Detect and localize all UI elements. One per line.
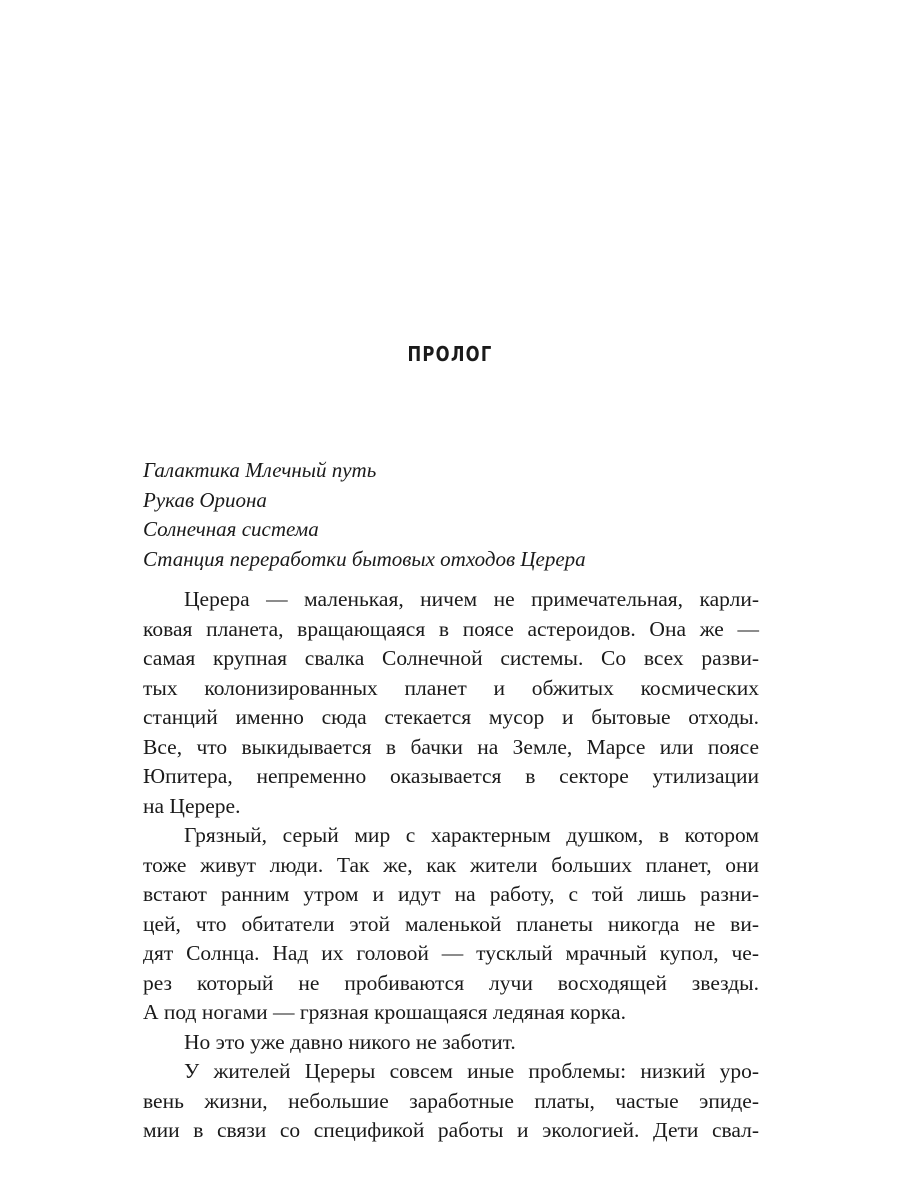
text-line: на Церере. [143, 793, 241, 818]
text-line: станций именно сюда стекается мусор и бытовые отходы. [143, 705, 759, 729]
text-line: мии в связи со спецификой работы и экологией. Дети свал- [143, 1118, 759, 1142]
text-line: дят Солнца. Над их головой — тусклый мрачный купол, че- [143, 941, 759, 965]
text-line: Грязный, серый мир с характерным душком, в котором [184, 823, 759, 847]
text-line: Все, что выкидывается в бачки на Земле, Марсе или поясе [143, 734, 759, 759]
location-epigraph [143, 456, 763, 574]
paragraph-4 [143, 1057, 759, 1146]
text-line: Юпитера, непременно оказывается в секторе утилизации [143, 764, 759, 788]
paragraph-2 [143, 821, 759, 1028]
text-line: самая крупная свалка Солнечной системы. Со всех разви- [143, 646, 759, 670]
text-line: рез который не пробиваются лучи восходящей звезды. [143, 970, 759, 995]
location-line-system: Солнечная система [143, 517, 319, 541]
text-line: тых колонизированных планет и обжитых космических [143, 675, 759, 700]
location-line-galaxy: Галактика Млечный путь [143, 458, 377, 482]
text-line: ковая планета, вращающаяся в поясе астероидов. Она же — [143, 616, 759, 641]
text-line: У жителей Цереры совсем иные проблемы: низкий уро- [184, 1059, 759, 1083]
text-line: вень жизни, небольшие заработные платы, частые эпиде- [143, 1088, 759, 1113]
text-line: тоже живут люди. Так же, как жители больших планет, они [143, 852, 759, 877]
text-line: Церера — маленькая, ничем не примечательная, карли- [184, 587, 759, 611]
paragraph-3 [143, 1028, 759, 1058]
location-line-arm: Рукав Ориона [143, 487, 267, 512]
location-line-station: Станция переработки бытовых отходов Церера [143, 546, 586, 571]
text-line: А под ногами — грязная крошащаяся ледяная корка. [143, 1000, 626, 1024]
body-text [143, 585, 759, 1146]
text-line: Но это уже давно никого не заботит. [184, 1029, 516, 1054]
text-line: цей, что обитатели этой маленькой планеты никогда не ви- [143, 911, 759, 936]
chapter-title: ПРОЛОГ [407, 342, 493, 366]
text-line: встают ранним утром и идут на работу, с той лишь разни- [143, 882, 759, 906]
paragraph-1 [143, 585, 759, 821]
